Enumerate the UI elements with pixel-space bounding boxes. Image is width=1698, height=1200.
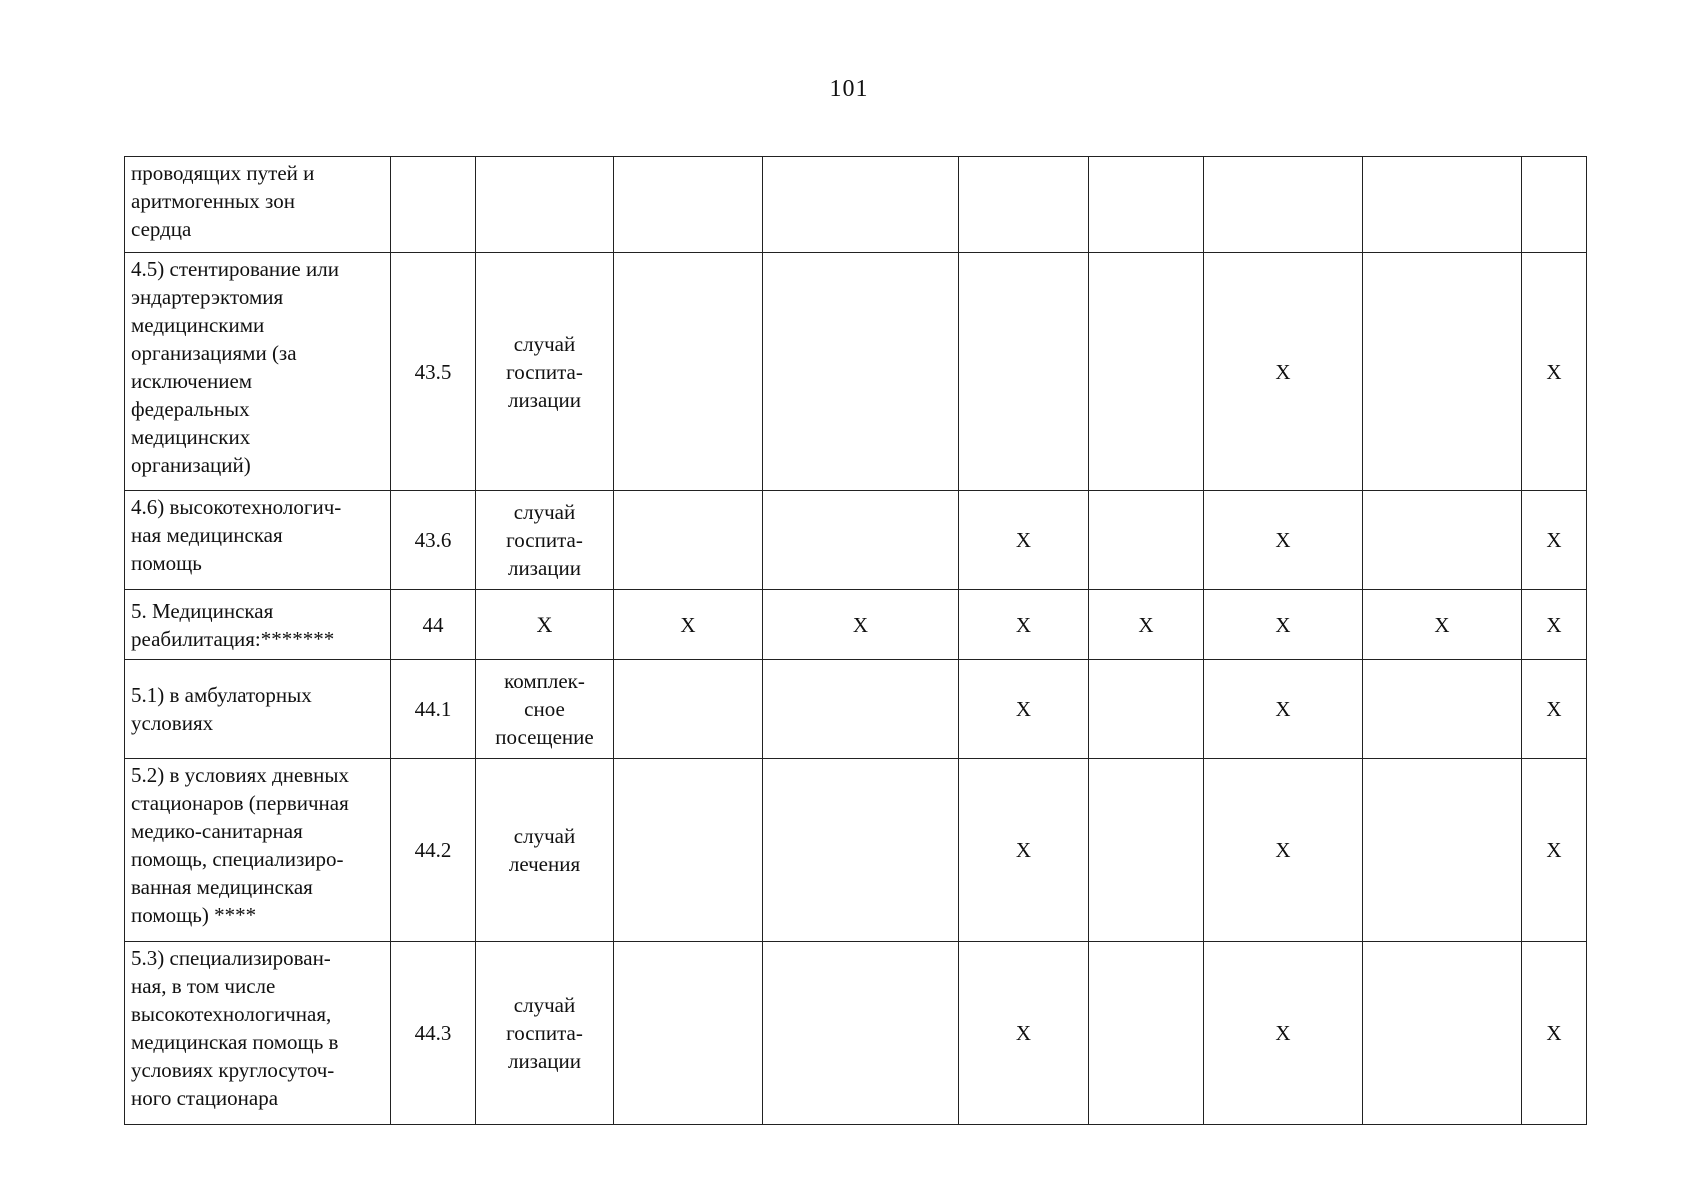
mark-cell: X: [1522, 660, 1587, 759]
mark-cell: X: [1522, 942, 1587, 1125]
mark-cell: [1363, 660, 1522, 759]
unit-cell: [476, 491, 614, 590]
mark-cell: [1089, 660, 1204, 759]
indicator-name-cell: [125, 660, 391, 759]
indicator-name-cell: [125, 759, 391, 942]
indicator-name-line: высокотехнологичная,: [131, 1002, 332, 1026]
mark-cell: X: [614, 590, 763, 660]
mark-cell: [1363, 942, 1522, 1125]
mark-cell: X: [1204, 759, 1363, 942]
mark-cell: [1363, 253, 1522, 491]
mark-cell: [1363, 157, 1522, 253]
indicator-name-line: помощь, специализиро-: [131, 847, 344, 871]
mark-cell: X: [959, 942, 1089, 1125]
indicator-name-line: медико-санитарная: [131, 819, 303, 843]
indicator-name-cell: [125, 942, 391, 1125]
mark-cell: X: [959, 491, 1089, 590]
mark-cell: [763, 491, 959, 590]
unit-cell: [476, 942, 614, 1125]
indicator-name-line: медицинская помощь в: [131, 1030, 339, 1054]
unit-cell: [476, 759, 614, 942]
mark-cell: [1204, 157, 1363, 253]
indicator-name-line: ная, в том числе: [131, 974, 276, 998]
indicator-name-line: эндартерэктомия: [131, 285, 284, 309]
row-code-cell: 43.5: [391, 253, 476, 491]
mark-cell: [614, 491, 763, 590]
indicator-name-line: стационаров (первичная: [131, 791, 349, 815]
mark-cell: X: [1204, 253, 1363, 491]
indicator-name-line: ная медицинская: [131, 523, 283, 547]
row-code-cell: 43.6: [391, 491, 476, 590]
indicator-name-line: помощь: [131, 551, 202, 575]
mark-cell: [614, 942, 763, 1125]
indicator-name-line: 5.3) специализирован-: [131, 946, 331, 970]
mark-cell: X: [1204, 590, 1363, 660]
unit-line: госпита-: [506, 528, 583, 552]
unit-cell: [476, 590, 614, 660]
mark-cell: X: [1204, 660, 1363, 759]
mark-cell: [1522, 157, 1587, 253]
indicator-name-cell: [125, 253, 391, 491]
indicator-name-line: помощь) ****: [131, 903, 257, 927]
unit-cell: [476, 157, 614, 253]
table-row: [125, 660, 1587, 759]
unit-line: госпита-: [506, 1021, 583, 1045]
indicator-name-cell: [125, 157, 391, 253]
unit-cell: [476, 253, 614, 491]
mark-cell: [614, 157, 763, 253]
indicator-name-line: 5.1) в амбулаторных: [131, 683, 312, 707]
unit-line: случай: [513, 331, 576, 356]
unit-line: лизации: [507, 556, 582, 580]
indicator-name-line: ванная медицинская: [131, 875, 313, 899]
mark-cell: X: [1522, 491, 1587, 590]
data-table: [124, 156, 1587, 1125]
unit-line: лизации: [507, 387, 582, 412]
mark-cell: [959, 157, 1089, 253]
indicator-name-line: условиях круглосуточ-: [131, 1058, 335, 1082]
unit-line: лечения: [508, 852, 581, 876]
row-code-cell: 44: [391, 590, 476, 660]
mark-cell: X: [1204, 942, 1363, 1125]
mark-cell: [763, 660, 959, 759]
mark-cell: X: [1522, 759, 1587, 942]
indicator-name-line: исключением: [131, 369, 253, 393]
indicator-name-line: 5. Медицинская: [131, 598, 274, 623]
mark-cell: [1089, 942, 1204, 1125]
mark-cell: [1363, 759, 1522, 942]
mark-cell: X: [1522, 590, 1587, 660]
mark-cell: [763, 253, 959, 491]
unit-line: случай: [513, 500, 576, 524]
indicator-name-line: 5.2) в условиях дневных: [131, 763, 350, 787]
mark-cell: [763, 759, 959, 942]
mark-cell: [614, 660, 763, 759]
unit-line: посещение: [495, 725, 594, 749]
mark-cell: [1089, 491, 1204, 590]
mark-cell: X: [1204, 491, 1363, 590]
unit-line: случай: [513, 993, 576, 1017]
mark-cell: X: [1089, 590, 1204, 660]
indicator-name-line: медицинскими: [131, 313, 265, 337]
row-code-cell: 44.2: [391, 759, 476, 942]
row-code-cell: 44.3: [391, 942, 476, 1125]
indicator-name-line: сердца: [131, 217, 192, 241]
page-number: 101: [829, 76, 869, 102]
mark-cell: X: [959, 590, 1089, 660]
indicator-name-line: организаций): [131, 453, 251, 477]
unit-line: X: [536, 611, 553, 637]
unit-line: случай: [513, 824, 576, 848]
table-row: [125, 491, 1587, 590]
mark-cell: [763, 942, 959, 1125]
table-row: [125, 157, 1587, 253]
unit-line: сное: [524, 697, 565, 721]
mark-cell: X: [1522, 253, 1587, 491]
indicator-name-line: условиях: [131, 711, 214, 735]
mark-cell: X: [959, 660, 1089, 759]
mark-cell: [1363, 491, 1522, 590]
mark-cell: [614, 253, 763, 491]
unit-line: лизации: [507, 1049, 582, 1073]
indicator-name-line: проводящих путей и: [131, 161, 315, 185]
mark-cell: X: [763, 590, 959, 660]
unit-line: госпита-: [506, 359, 583, 384]
mark-cell: [959, 253, 1089, 491]
row-code-cell: [391, 157, 476, 253]
mark-cell: [763, 157, 959, 253]
indicator-name-cell: [125, 491, 391, 590]
indicator-name-cell: [125, 590, 391, 660]
row-code-cell: 44.1: [391, 660, 476, 759]
indicator-name-line: 4.6) высокотехнологич-: [131, 495, 342, 519]
indicator-name-line: ного стационара: [131, 1086, 279, 1110]
table-row: [125, 942, 1587, 1125]
mark-cell: [1089, 253, 1204, 491]
indicator-name-line: 4.5) стентирование или: [131, 257, 339, 281]
table-row: [125, 253, 1587, 491]
mark-cell: [1089, 759, 1204, 942]
indicator-name-line: медицинских: [131, 425, 251, 449]
mark-cell: [1089, 157, 1204, 253]
indicator-name-line: реабилитация:*******: [131, 626, 335, 651]
unit-cell: [476, 660, 614, 759]
indicator-name-line: федеральных: [131, 397, 250, 421]
indicator-name-line: организациями (за: [131, 341, 297, 365]
unit-line: комплек-: [504, 669, 585, 693]
indicator-name-line: аритмогенных зон: [131, 189, 295, 213]
mark-cell: [614, 759, 763, 942]
table-row: [125, 590, 1587, 660]
mark-cell: X: [959, 759, 1089, 942]
mark-cell: X: [1363, 590, 1522, 660]
table-row: [125, 759, 1587, 942]
